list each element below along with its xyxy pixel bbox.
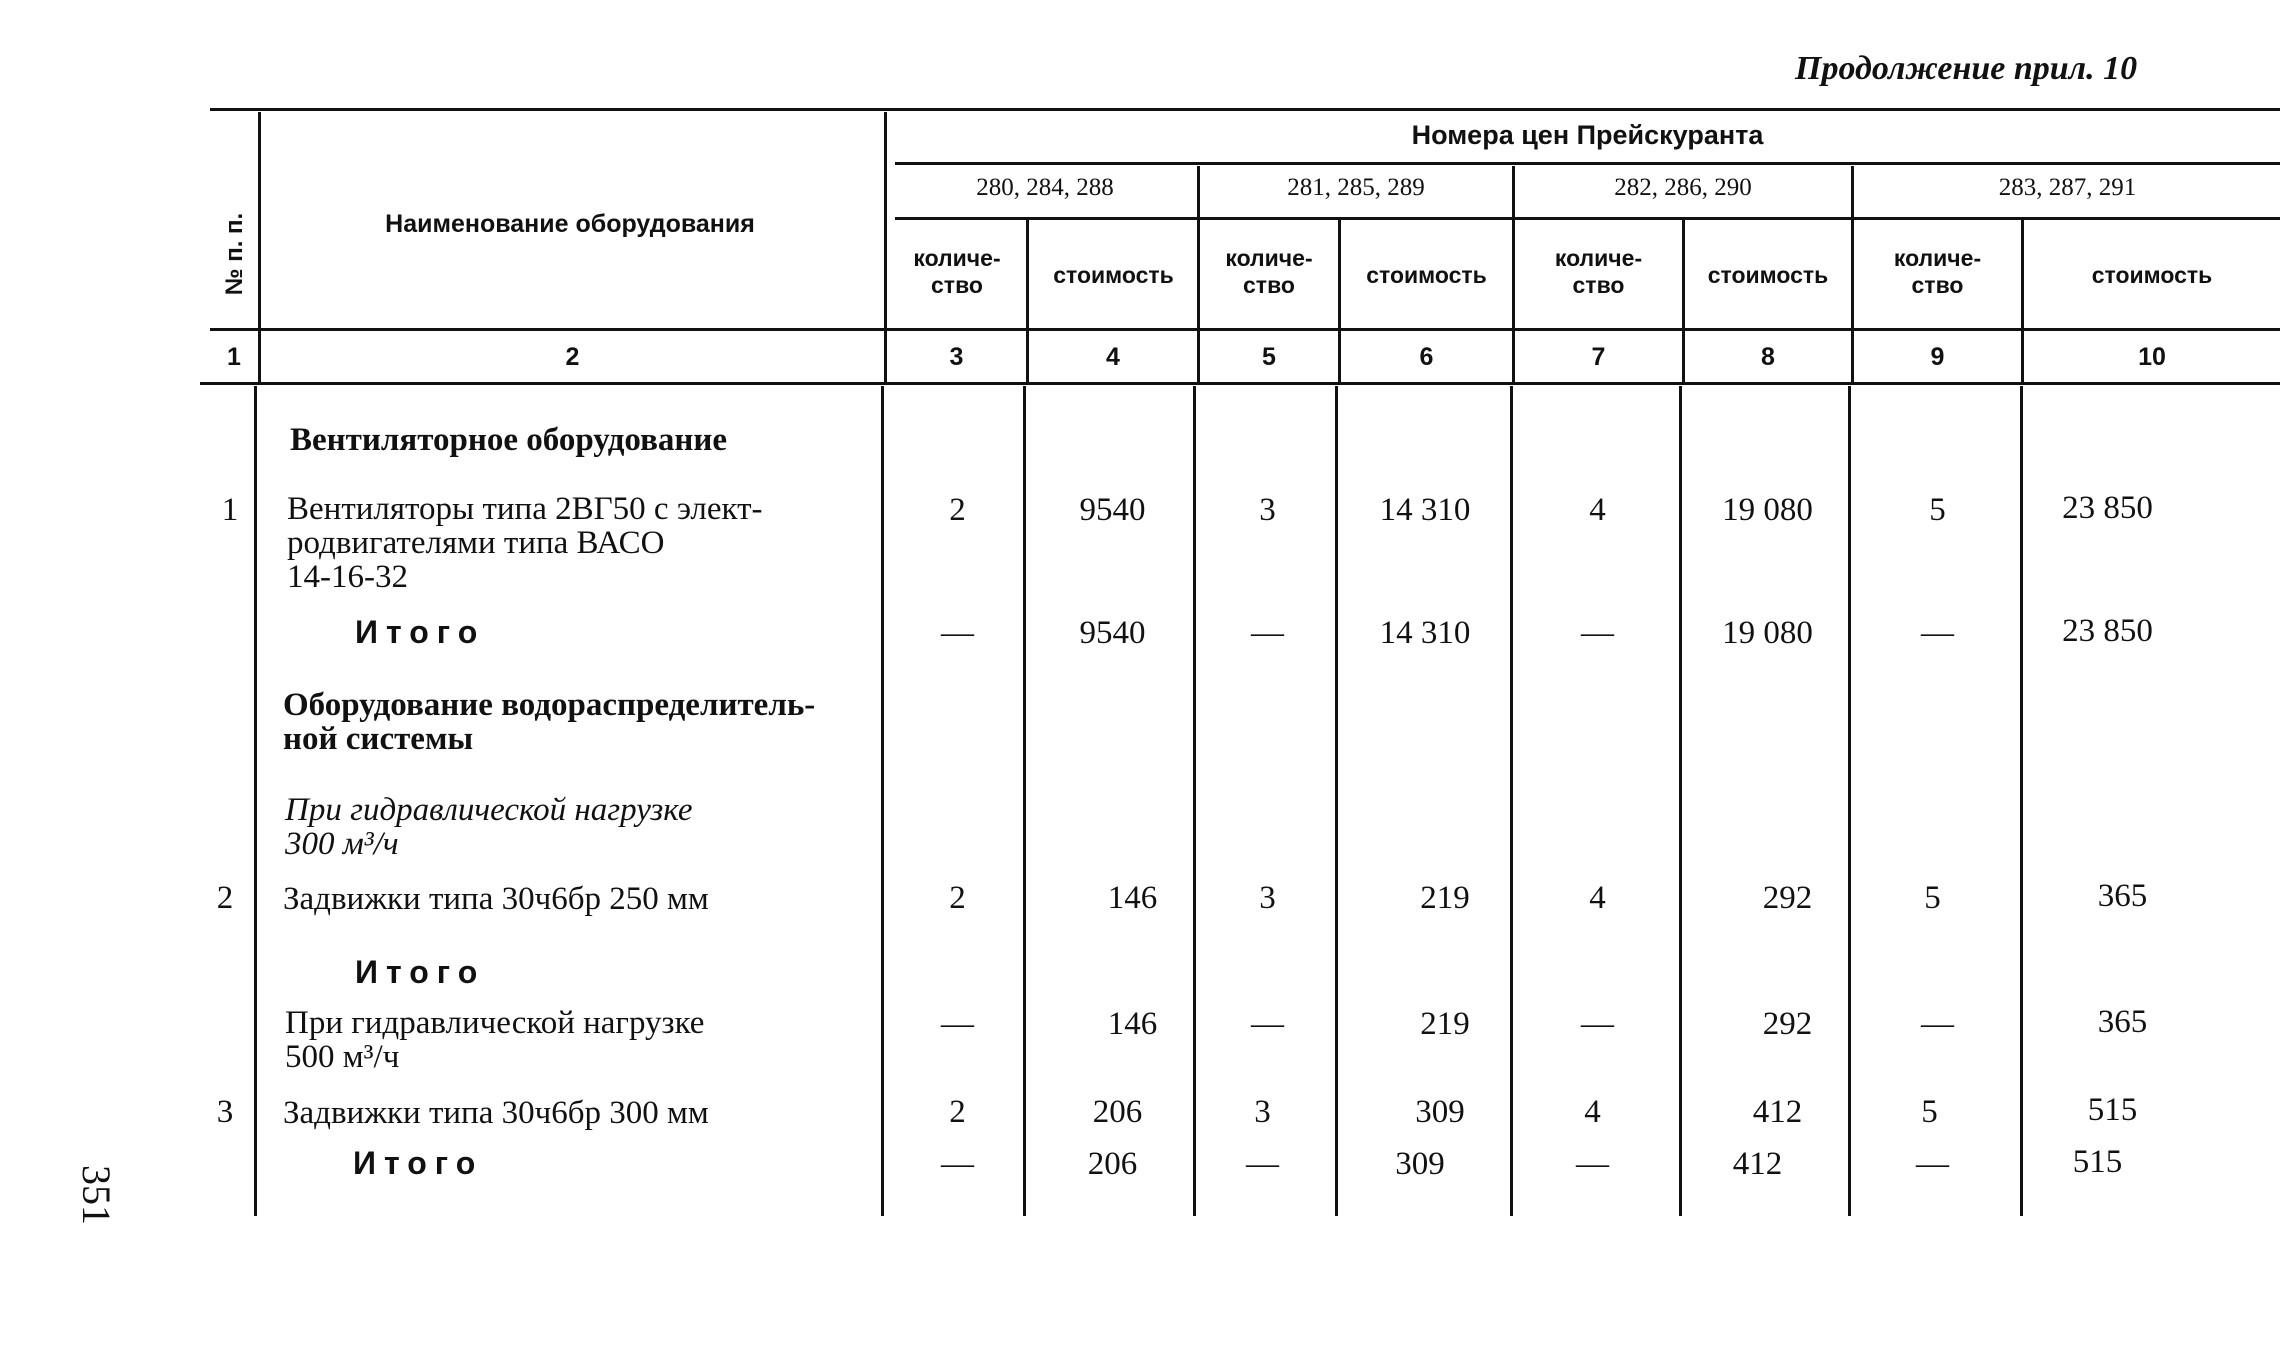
item1-cost-1: 9540 [1079,492,1146,528]
total1-qty-4: — [1921,615,1954,651]
item3-qty-4: 5 [1921,1094,1938,1130]
total3-qty-4: — [1916,1146,1949,1182]
colnum-2: 2 [565,343,580,371]
header-no: № п. п. [221,212,248,296]
body-vline-6 [1510,386,1513,1216]
body-vline-2 [881,386,884,1216]
total3-qty-3: — [1576,1146,1609,1182]
colnum-1: 1 [227,343,241,371]
header-qty-2: количе- ство [1225,245,1313,298]
colnum-10: 10 [2138,343,2166,371]
total1-qty-3: — [1581,615,1614,651]
item3-qty-1: 2 [949,1094,966,1130]
item3-cost-3: 412 [1752,1094,1803,1130]
total3-cost-2: 309 [1395,1146,1445,1182]
section-ventilation: Вентиляторное оборудование [290,422,728,458]
item1-cost-2: 14 310 [1379,492,1471,528]
item1-qty-1: 2 [949,492,966,528]
total2-qty-2: — [1251,1006,1284,1042]
total3-qty-1: — [941,1146,974,1182]
item3-cost-1: 206 [1092,1094,1143,1130]
item2-no: 2 [216,880,234,916]
item1-no: 1 [221,492,239,528]
total2-label: Итого [355,954,486,990]
total1-cost-2: 14 310 [1379,615,1471,651]
item2-cost-3: 292 [1762,880,1813,916]
header-qty-3: количе- ство [1554,245,1643,298]
load-300-label: При гидравлической нагрузке 300 м³/ч [285,792,693,862]
colnum-6: 6 [1419,343,1434,371]
item3-qty-2: 3 [1254,1094,1271,1130]
continuation-heading: Продолжение прил. 10 [1795,50,2138,87]
total2-qty-4: — [1921,1006,1954,1042]
total3-qty-2: — [1246,1146,1279,1182]
group-numbers-rule [895,217,2280,220]
colnum-5: 5 [1262,343,1276,371]
item3-name: Задвижки типа 30ч6бр 300 мм [283,1095,709,1131]
total2-cost-2: 219 [1420,1006,1470,1042]
item3-no: 3 [216,1094,234,1130]
total3-cost-3: 412 [1732,1146,1783,1182]
section-water-distribution: Оборудование водораспределитель- ной системы [283,687,816,757]
item2-qty-3: 4 [1589,880,1606,916]
body-vline-5 [1335,386,1338,1216]
load-500-label: При гидравлической нагрузке 500 м³/ч [285,1005,705,1075]
item2-qty-4: 5 [1924,880,1941,916]
table-top-rule [210,108,2280,111]
colnum-8: 8 [1761,343,1775,371]
item1-cost-3: 19 080 [1722,492,1813,528]
total1-label: Итого [355,614,486,650]
column-number-rule [210,328,2280,331]
total2-cost-4: 365 [2097,1004,2148,1040]
item2-cost-1: 146 [1107,880,1158,916]
header-price-title: Номера цен Прейскуранта [1411,120,1764,150]
header-group-4: 283, 287, 291 [1998,174,2137,201]
colnum-9: 9 [1930,343,1945,371]
header-cost-1: стоимость [1053,262,1174,288]
item2-qty-1: 2 [949,880,966,916]
total3-cost-4: 515 [2072,1144,2123,1180]
item1-cost-4: 23 850 [2062,490,2153,526]
total2-cost-1: 146 [1107,1006,1158,1042]
header-qty-4: количе- ство [1893,245,1982,298]
total3-label: Итого [353,1145,484,1181]
item2-name: Задвижки типа 30ч6бр 250 мм [283,881,709,917]
item2-cost-4: 365 [2097,878,2148,914]
body-vline-9 [2020,386,2023,1216]
total1-qty-1: — [941,615,974,651]
page-number: 351 [74,1165,119,1225]
group-title-rule [895,162,2280,165]
colnum-4: 4 [1106,343,1120,371]
colnum-7: 7 [1591,343,1606,371]
header-cost-3: стоимость [1707,262,1829,288]
header-cost-2: стоимость [1366,262,1487,288]
item1-qty-2: 3 [1259,492,1276,528]
total2-cost-3: 292 [1762,1006,1813,1042]
item2-cost-2: 219 [1420,880,1470,916]
header-group-3: 282, 286, 290 [1614,174,1752,201]
header-name: Наименование оборудования [385,210,755,238]
total1-qty-2: — [1251,615,1284,651]
colnum-3: 3 [949,343,964,371]
item1-qty-4: 5 [1929,492,1946,528]
item3-cost-2: 309 [1415,1094,1465,1130]
header-vline-1 [258,112,261,382]
total1-cost-4: 23 850 [2062,613,2153,649]
total2-qty-1: — [941,1006,974,1042]
header-group-1: 280, 284, 288 [976,174,1114,201]
header-group-2: 281, 285, 289 [1287,174,1425,201]
item1-qty-3: 4 [1589,492,1606,528]
total1-cost-3: 19 080 [1722,615,1813,651]
total1-cost-1: 9540 [1079,615,1146,651]
item3-cost-4: 515 [2087,1092,2138,1128]
total2-qty-3: — [1581,1006,1614,1042]
header-qty-1: количе- ство [913,245,1001,298]
item1-name: Вентиляторы типа 2ВГ50 с элект- родвигателями типа ВАСО 14-16-32 [287,491,763,595]
item2-qty-2: 3 [1259,880,1276,916]
header-bottom-rule [200,382,2280,385]
item3-qty-3: 4 [1584,1094,1601,1130]
header-cost-4: стоимость [2091,262,2213,288]
total3-cost-1: 206 [1087,1146,1138,1182]
